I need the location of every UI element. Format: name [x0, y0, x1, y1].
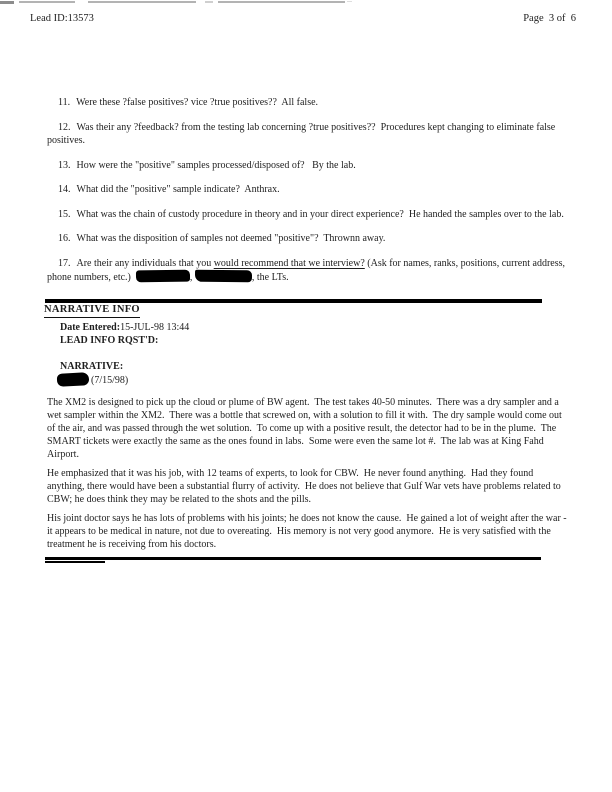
question-number: 12.	[58, 121, 71, 133]
question-item	[47, 121, 571, 148]
question-item	[47, 232, 571, 246]
narrative-date: (7/15/98)	[91, 375, 129, 386]
question-text: How were the "positive" samples processed/disposed of? By the lab.	[76, 159, 356, 171]
date-entered-value: 15-JUL-98 13:44	[120, 322, 190, 333]
narrative-section	[0, 299, 612, 563]
question-number: 14.	[58, 184, 71, 195]
question-text: Was their any ?feedback? from the testing lab concerning ?true positives?? Procedures kept changing to eliminate false positives.	[47, 121, 558, 146]
lead-info-label: LEAD INFO RQST'D:	[60, 335, 159, 346]
narrative-info-heading: NARRATIVE INFO	[44, 304, 140, 318]
question-item	[47, 257, 571, 285]
narrative-paragraph: The XM2 is designed to pick up the cloud or plume of BW agent. The test takes 40-50 minutes. There was a dry sampler and a wet sampler within the XM2. There was a bottle that screwed on, with a solution to fill it with. The dry sample would come out of the air, and was passed through the wet solution. To come up with a positive result, the detector had to be in the plume. The SMART tickets were exactly the same as the ones found in labs. Some were even the same lot #. The lab was at King Fahd Airport.	[47, 397, 565, 460]
question-item	[47, 96, 571, 110]
lead-id: Lead ID:13573	[30, 13, 94, 24]
question-text: Were these ?false positives? vice ?true positives?? All false.	[76, 97, 319, 108]
narrative-source-line	[57, 373, 612, 388]
question-text: What did the "positive" sample indicate? Anthrax.	[76, 184, 280, 195]
question-text: would recommend that we interview?	[213, 257, 365, 269]
scan-artifact	[205, 1, 213, 3]
question-number: 16.	[58, 233, 71, 244]
redaction-blob	[57, 372, 90, 387]
scan-artifact	[347, 1, 352, 2]
question-text: Are their any individuals that you	[76, 257, 214, 269]
redacted-name-1	[136, 270, 190, 283]
question-text: What was the chain of custody procedure in theory and in your direct experience? He handed the samples over to the lab.	[76, 208, 564, 220]
question-list	[47, 96, 571, 296]
lead-info-line	[60, 334, 612, 347]
narrative-heading-row	[44, 304, 612, 318]
redacted-name-2	[195, 270, 252, 282]
scan-artifact	[88, 1, 196, 3]
question-text: (Ask for names, ranks, positions, current address, phone numbers, etc.)	[47, 257, 568, 283]
narrative-label: NARRATIVE:	[60, 361, 124, 372]
narrative-paragraph: His joint doctor says he has lots of problems with his joints; he does not know the cause. He gained a lot of weight after the war - it appears to be medical in nature, not due to overeating. His memory is not very good anymore. He is very satisfied with the treatment he is receiving from his doctors.	[47, 513, 570, 550]
date-entered-line	[60, 321, 612, 334]
question-number: 13.	[58, 159, 71, 171]
scan-artifact	[0, 1, 14, 4]
scan-artifact	[19, 1, 75, 3]
section-divider-bottom-tail	[45, 561, 105, 563]
question-item	[47, 183, 571, 197]
question-number: 11.	[58, 97, 71, 108]
date-entered-label: Date Entered:	[60, 322, 121, 333]
question-text: What was the disposition of samples not deemed "positive"? Thrownn away.	[76, 233, 386, 244]
page-number: Page 3 of 6	[523, 13, 576, 24]
question-number: 15.	[58, 208, 71, 220]
question-number: 17.	[58, 257, 71, 269]
section-divider-bottom	[45, 557, 541, 560]
question-text: ,	[189, 272, 195, 283]
question-item	[47, 208, 571, 222]
question-text: , the LTs.	[251, 272, 289, 283]
scan-artifact	[218, 1, 345, 3]
page-header	[30, 13, 576, 25]
question-item	[47, 159, 571, 173]
section-divider-top	[45, 299, 542, 303]
narrative-paragraphs	[47, 396, 571, 551]
narrative-paragraph: He emphasized that it was his job, with 12 teams of experts, to look for CBW. He never found anything. Had they found anything, there would have been a substantial flurry of activity. He does not believe that Gulf War vets have problems related to CBW; he does think they may be related to the shots and the pills.	[47, 468, 564, 505]
